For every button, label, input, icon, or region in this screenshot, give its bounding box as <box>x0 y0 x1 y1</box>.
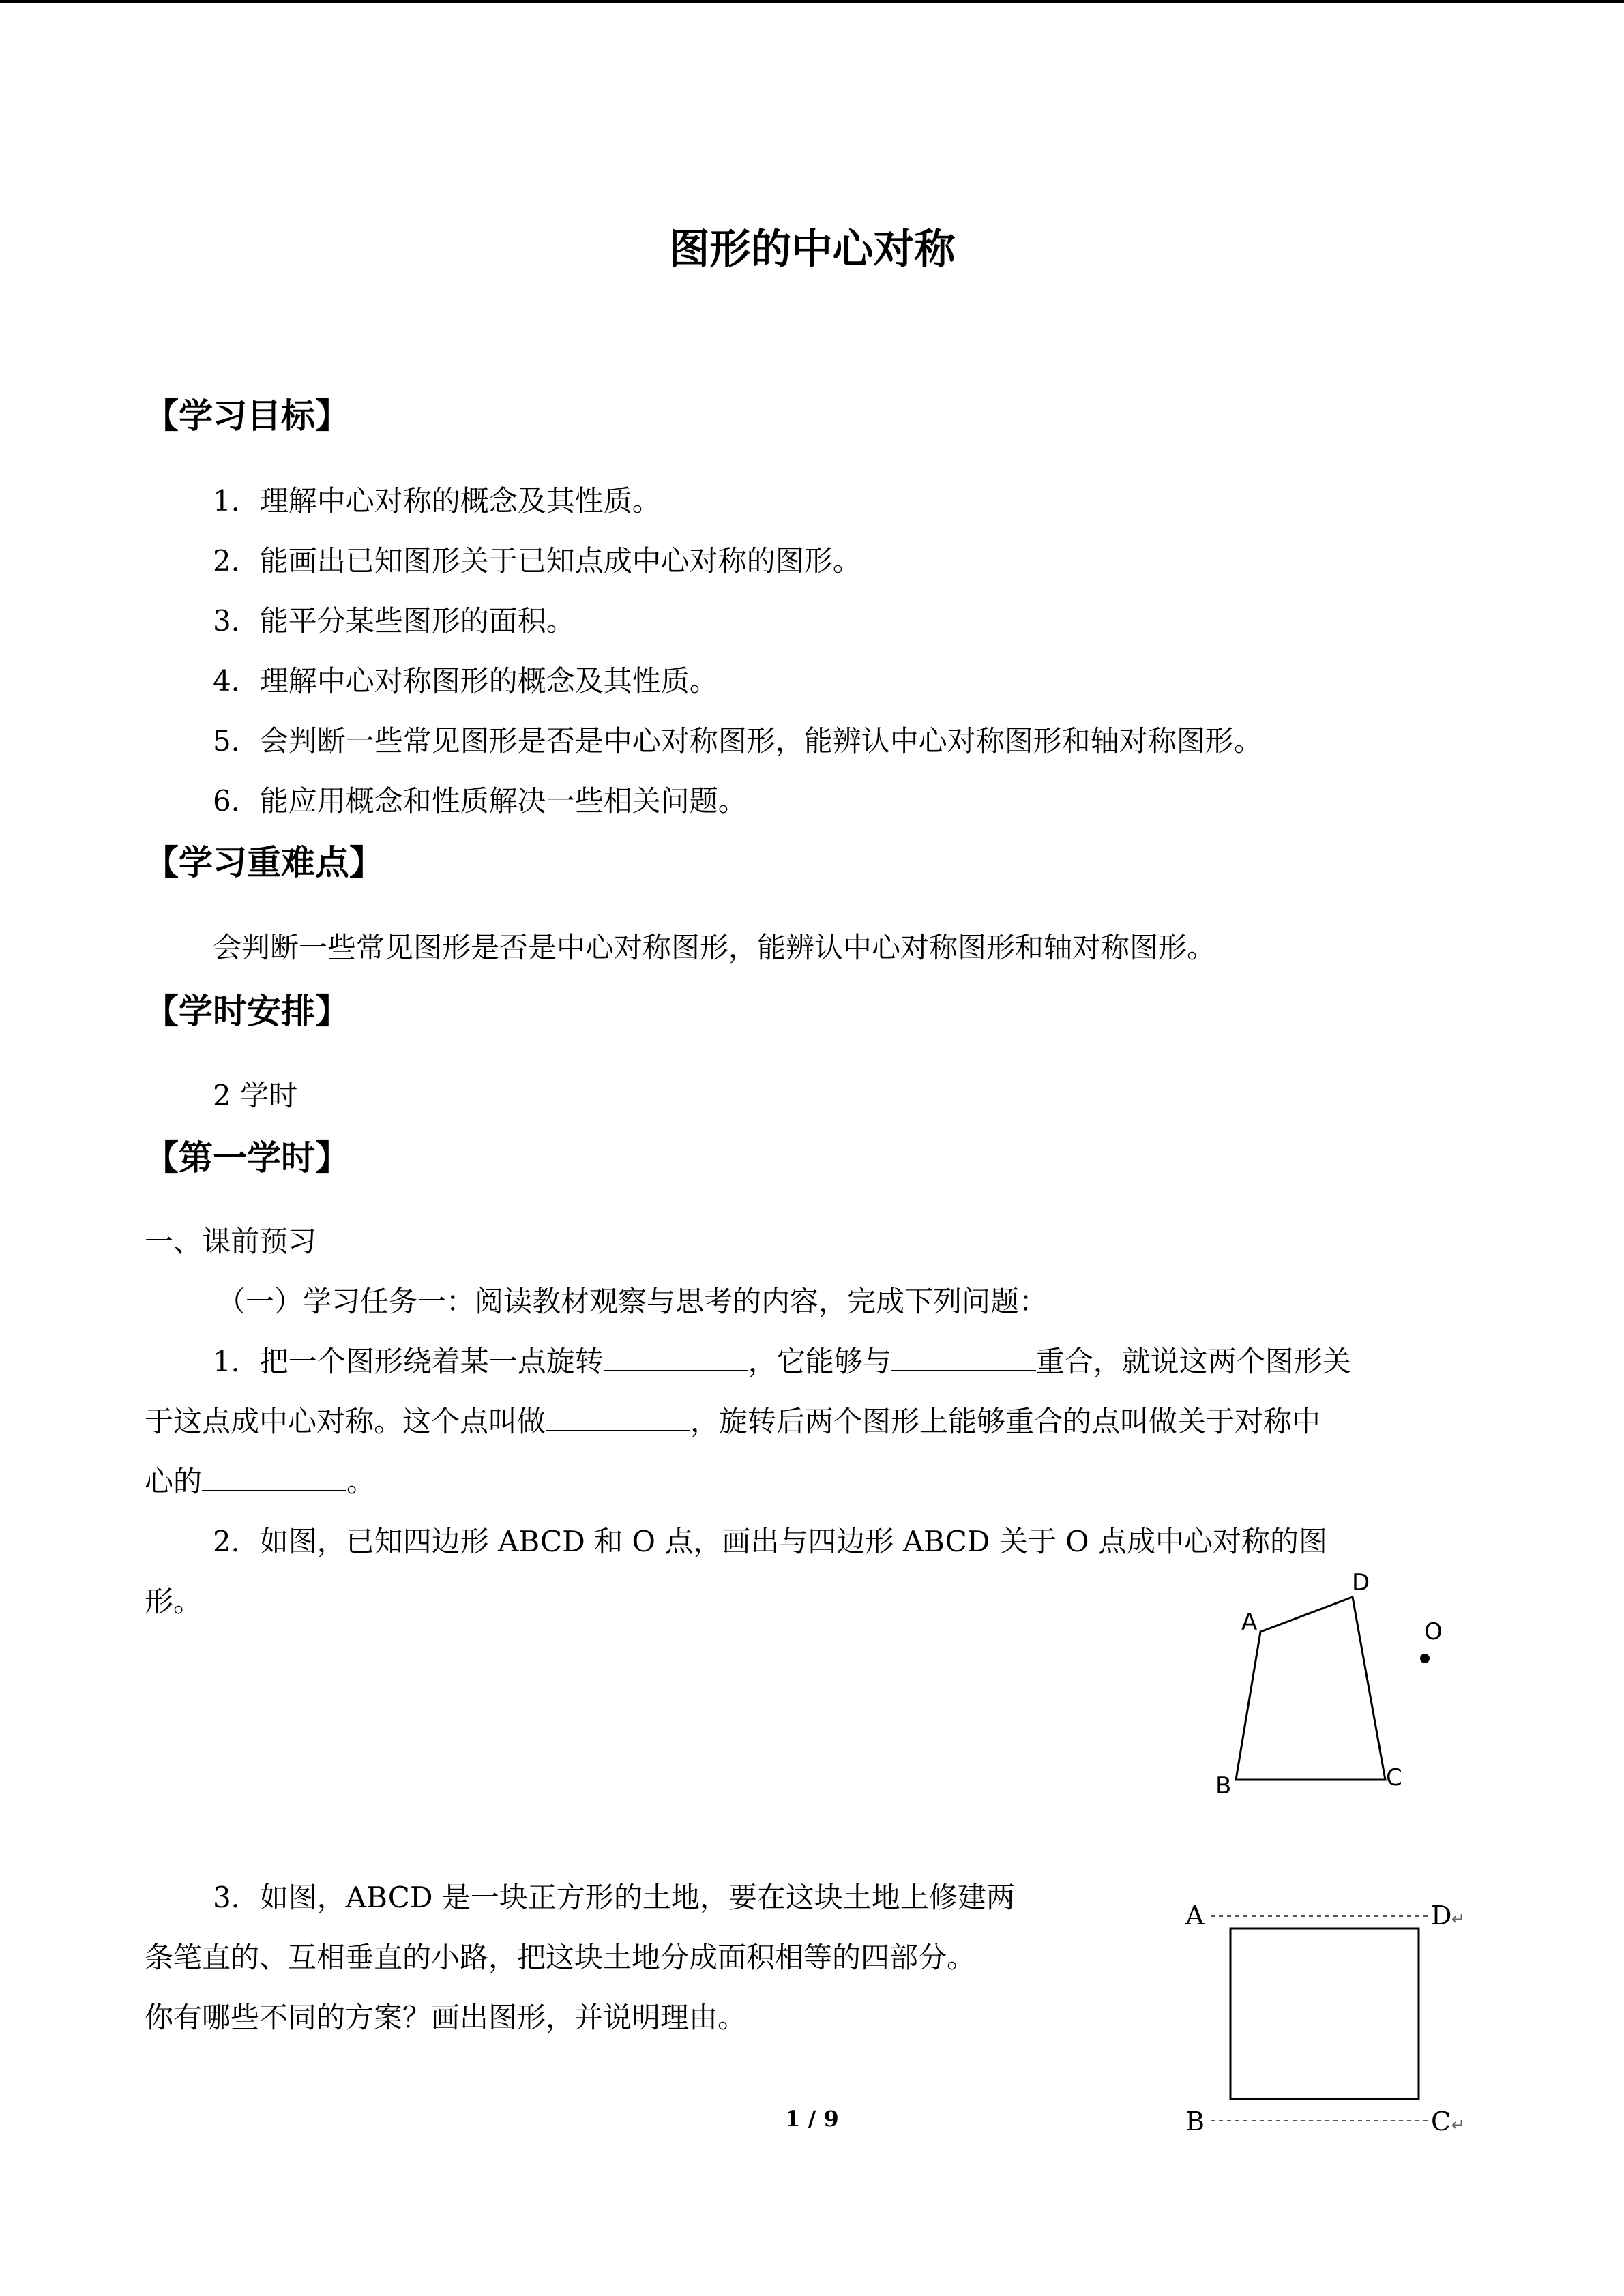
label-a: A <box>1241 1609 1258 1636</box>
objective-item: 4．理解中心对称图形的概念及其性质。 <box>213 664 718 698</box>
objective-item: 1．理解中心对称的概念及其性质。 <box>213 484 661 518</box>
return-mark: ↵ <box>1451 1909 1466 1928</box>
square-abcd <box>1230 1928 1419 2099</box>
answer-blank[interactable] <box>891 1345 1036 1371</box>
objective-item: 3．能平分某些图形的面积。 <box>213 604 575 638</box>
question-2-line-2: 形。 <box>145 1585 203 1618</box>
answer-blank[interactable] <box>546 1405 690 1431</box>
square-figure <box>1180 1889 1494 2141</box>
page-title: 图形的中心对称 <box>668 226 956 273</box>
page-number: 1 / 9 <box>785 2106 839 2132</box>
q1-text-d: 于这点成中心对称。这个点叫做 <box>145 1405 546 1438</box>
label-d: D <box>1352 1569 1370 1596</box>
label-o: O <box>1424 1618 1443 1645</box>
q1-text-b: ，它能够与 <box>748 1345 891 1378</box>
question-1-line-2 <box>145 1399 1320 1440</box>
objective-item: 6．能应用概念和性质解决一些相关问题。 <box>213 784 747 818</box>
label-b: B <box>1215 1772 1232 1800</box>
question-1-line-1 <box>213 1339 1351 1380</box>
q1-text-a: 1．把一个图形绕着某一点旋转 <box>213 1345 604 1378</box>
question-1-line-3 <box>145 1459 375 1500</box>
q1-text-g: 。 <box>346 1465 376 1498</box>
key-points-heading: 【学习重难点】 <box>145 843 383 882</box>
answer-blank[interactable] <box>202 1465 346 1491</box>
task-title: （一）学习任务一：阅读教材观察与思考的内容，完成下列问题： <box>217 1285 1048 1318</box>
q1-text-f: 心的 <box>145 1465 203 1498</box>
label-b: B <box>1185 2106 1205 2136</box>
question-3-line-1: 3．如图，ABCD 是一块正方形的土地，要在这块土地上修建两 <box>213 1881 1015 1914</box>
part-title: 一、课前预习 <box>145 1225 317 1258</box>
key-points-text: 会判断一些常见图形是否是中心对称图形，能辨认中心对称图形和轴对称图形。 <box>213 931 1216 964</box>
question-3-line-3: 你有哪些不同的方案？画出图形，并说明理由。 <box>145 2001 747 2034</box>
q1-text-e: ，旋转后两个图形上能够重合的点叫做关于对称中 <box>690 1405 1321 1438</box>
point-o <box>1420 1654 1430 1663</box>
first-period-heading: 【第一学时】 <box>145 1138 349 1178</box>
return-mark: ↵ <box>1451 2115 1466 2134</box>
label-a: A <box>1185 1900 1205 1930</box>
objective-item: 2．能画出已知图形关于已知点成中心对称的图形。 <box>213 544 861 578</box>
objective-item: 5．会判断一些常见图形是否是中心对称图形，能辨认中心对称图形和轴对称图形。 <box>213 724 1263 758</box>
question-2-line-1: 2．如图，已知四边形 ABCD 和 O 点，画出与四边形 ABCD 关于 O 点成中心对称的图 <box>213 1525 1327 1558</box>
question-3-line-2: 条笔直的、互相垂直的小路，把这块土地分成面积相等的四部分。 <box>145 1941 976 1974</box>
objectives-heading: 【学习目标】 <box>145 396 349 436</box>
answer-blank[interactable] <box>604 1345 748 1371</box>
q1-text-c: 重合，就说这两个图形关 <box>1035 1345 1351 1378</box>
schedule-text: 2 学时 <box>213 1079 298 1112</box>
label-d: D <box>1431 1900 1452 1930</box>
top-border <box>0 0 1624 3</box>
schedule-heading: 【学时安排】 <box>145 992 349 1031</box>
quadrilateral-abcd <box>1236 1597 1385 1780</box>
quadrilateral-figure <box>1200 1562 1473 1814</box>
label-c: C <box>1431 2106 1451 2136</box>
label-c: C <box>1386 1764 1402 1791</box>
